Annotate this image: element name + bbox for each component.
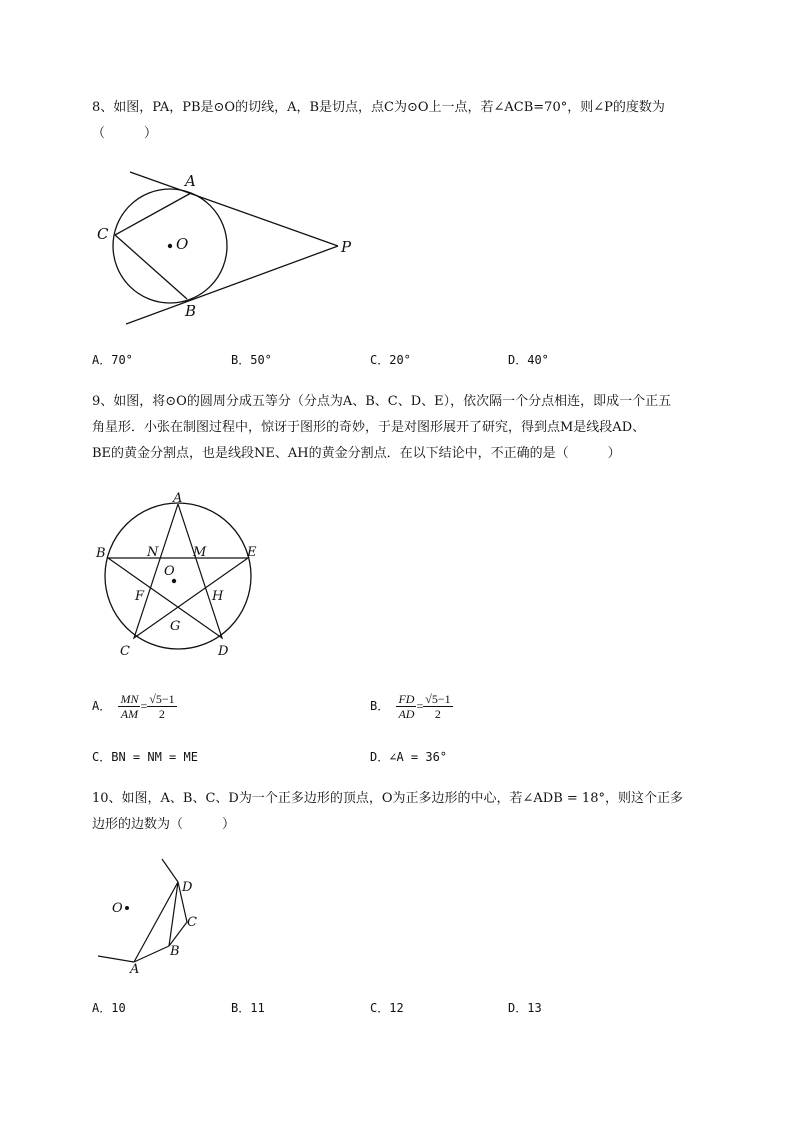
q10-option-b: B．11	[231, 1001, 265, 1015]
q10-label-d: D	[182, 880, 193, 895]
q9-option-a-rhs	[147, 692, 176, 721]
q9-label-o: O	[164, 564, 175, 579]
q8-option-a: A．70°	[92, 353, 133, 367]
q9-option-a-lhs-den: AM	[120, 707, 139, 721]
q10-option-c: C．12	[370, 1001, 404, 1015]
q8-option-d: D．40°	[508, 353, 549, 367]
q10-stem-line1: 10、如图，A、B、C、D为一个正多边形的顶点，O为正多边形的中心，若∠ADB = 18°，则这个正多	[92, 791, 683, 806]
q9-label-g: G	[170, 619, 181, 634]
q9-option-c: C．BN = NM = ME	[92, 750, 198, 764]
q9-option-a-eq: =	[140, 699, 148, 713]
q9-label-h: H	[212, 589, 224, 604]
q9-stem-line2: 角星形．小张在制图过程中，惊讶于图形的奇妙，于是对图形展开了研究，得到点M是线段AD、	[92, 420, 646, 435]
q10-option-a: A．10	[92, 1001, 126, 1015]
q8-option-c: C．20°	[370, 353, 411, 367]
q10-label-o: O	[112, 901, 123, 916]
q8-label-o: O	[176, 235, 189, 253]
q10-label-c: C	[187, 915, 197, 930]
q9-label-m: M	[193, 545, 207, 560]
q9-option-b-rhs-den: 2	[434, 707, 441, 721]
q9-diagram	[90, 486, 270, 662]
q10-label-b: B	[170, 944, 180, 959]
q9-option-d: D．∠A = 36°	[370, 750, 448, 764]
q9-option-a	[92, 692, 177, 721]
q8-diagram	[90, 162, 370, 332]
q9-label-f: F	[135, 589, 145, 604]
q9-option-a-lhs	[118, 692, 140, 721]
q9-label-a: A	[173, 491, 183, 506]
q9-option-a-rhs-num: √5−1	[149, 692, 175, 706]
q9-label-d: D	[218, 644, 229, 659]
q9-option-b-lhs	[396, 692, 416, 721]
q8-stem-line1: 8、如图，PA，PB是⊙O的切线，A，B是切点，点C为⊙O上一点，若∠ACB=70°，则∠P的度数为	[92, 100, 665, 115]
q10-option-d: D．13	[508, 1001, 542, 1015]
q9-option-b-rhs	[423, 692, 452, 721]
q9-label-b: B	[96, 546, 106, 561]
q10-figure	[90, 855, 220, 984]
q9-option-b-letter: B．	[370, 699, 390, 713]
q9-option-b-rhs-num: √5−1	[425, 692, 451, 706]
q9-option-b-lhs-num: FD	[398, 692, 415, 706]
q9-option-a-rhs-den: 2	[158, 707, 165, 721]
q9-figure	[90, 486, 270, 666]
q9-option-a-letter: A．	[92, 699, 112, 713]
q8-figure	[90, 162, 370, 336]
q8-label-c: C	[97, 225, 109, 243]
q8-label-a: A	[185, 172, 196, 190]
q10-label-a: A	[130, 962, 140, 977]
q9-option-b-lhs-den: AD	[398, 707, 415, 721]
q8-label-b: B	[185, 302, 197, 320]
q8-stem-line2: （ ）	[92, 126, 158, 141]
q9-label-e: E	[247, 545, 257, 560]
q8-option-b: B．50°	[231, 353, 272, 367]
q10-diagram	[90, 855, 220, 980]
q10-stem-line2: 边形的边数为（ ）	[92, 817, 236, 832]
q9-option-a-lhs-num: MN	[120, 692, 139, 706]
q9-option-b-eq: =	[416, 699, 424, 713]
q9-stem-line1: 9、如图，将⊙O的圆周分成五等分（分点为A、B、C、D、E），依次隔一个分点相连，即成一个正五	[92, 394, 672, 409]
q9-label-n: N	[147, 545, 159, 560]
q9-option-b	[370, 692, 453, 721]
q9-label-c: C	[120, 644, 130, 659]
q8-label-p: P	[341, 238, 352, 256]
q9-stem-line3: BE的黄金分割点，也是线段NE、AH的黄金分割点．在以下结论中，不正确的是（ ）	[92, 446, 621, 461]
